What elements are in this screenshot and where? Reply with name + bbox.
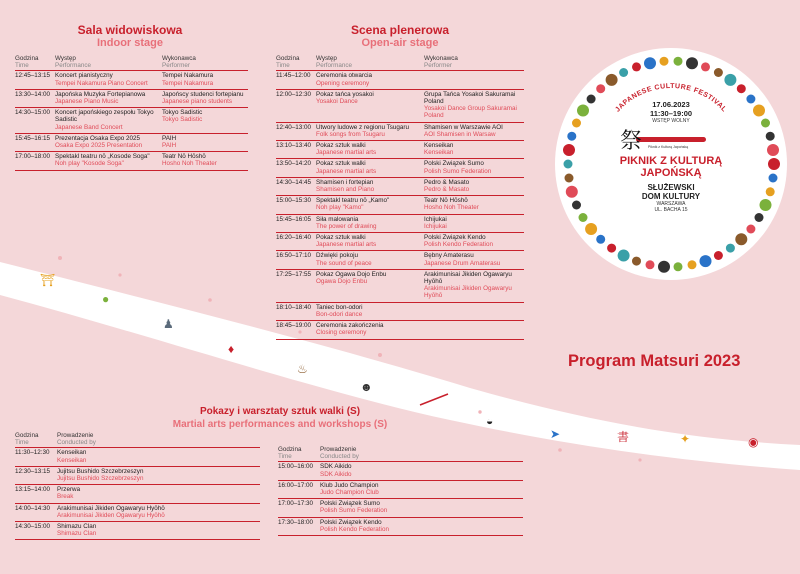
conducted-en: Arakimunisai Jikiden Ogawaryu Hyōhō <box>57 511 165 519</box>
header-performer: Wykonawca Performer <box>424 55 524 71</box>
performance-cell <box>55 71 162 89</box>
table-row <box>276 251 524 269</box>
performer-cell <box>424 159 524 177</box>
conducted-en: Polish Sumo Federation <box>320 507 388 515</box>
indoor-stage-table <box>15 55 248 171</box>
badge-title-1: PIKNIK Z KULTURĄ <box>619 155 723 167</box>
performance-cell-pl: Pokaz tańca yosakoi <box>316 90 374 98</box>
time-cell: 17:00–18:00 <box>15 152 55 170</box>
table-row <box>276 71 524 89</box>
ring-motif-icon <box>686 57 698 69</box>
performer-cell-pl: Teatr Nō Hōshō <box>162 153 206 161</box>
conducted-cell <box>320 480 523 498</box>
performance-cell-pl: Utwory ludowe z regionu Tsugaru <box>316 123 409 131</box>
time-cell: 14:30–15:00 <box>15 108 55 134</box>
open-air-title-en: Open-air stage <box>361 37 439 49</box>
conducted-en: Jujitsu Bushido Szczebrzeszyn <box>57 475 144 483</box>
ring-motif-icon <box>607 244 616 253</box>
conducted-en: Break <box>57 493 74 501</box>
performer-cell-en: Pedro & Masato <box>424 186 470 194</box>
conducted-pl: Shimazu Clan <box>57 523 97 531</box>
time-cell: 16:50–17:10 <box>276 251 316 269</box>
performance-cell <box>316 233 424 251</box>
performer-cell-en: Tokyo Sadistic <box>162 116 203 124</box>
table-row <box>15 503 260 521</box>
ring-motif-icon <box>565 174 574 183</box>
performance-cell-en: Japanese Piano Music <box>55 98 119 106</box>
time-cell: 13:50–14:20 <box>276 159 316 177</box>
ring-motif-icon <box>714 68 723 77</box>
table-row <box>15 152 248 170</box>
ring-motif-icon <box>724 74 736 86</box>
performer-cell-pl: Bębny Amaterasu <box>424 252 474 260</box>
indoor-header-row <box>15 55 248 71</box>
ring-motif-icon <box>714 251 723 260</box>
conducted-pl: Polski Związek Kendo <box>320 518 382 526</box>
conducted-cell <box>57 466 260 484</box>
paper-lantern-icon: ◉ <box>748 435 759 449</box>
performance-cell-en: Tempei Nakamura Piano Concert <box>55 79 148 87</box>
time-cell: 17:00–17:30 <box>278 499 320 517</box>
time-cell: 18:10–18:40 <box>276 302 316 320</box>
table-row <box>276 214 524 232</box>
performer-cell <box>424 321 524 339</box>
ring-motif-icon <box>746 225 755 234</box>
badge-venue-2: DOM KULTURY <box>641 192 701 201</box>
ring-motif-icon <box>768 158 780 170</box>
performer-cell <box>162 71 248 89</box>
performance-cell-en: Japanese martial arts <box>316 149 377 157</box>
kanji-matsuri-icon: 祭 <box>620 129 643 154</box>
performance-cell-pl: Prezentacja Osaka Expo 2025 <box>55 134 141 142</box>
ring-motif-icon <box>726 244 735 253</box>
time-cell: 16:00–17:00 <box>278 480 320 498</box>
martial-title-pl: Pokazy i warsztaty sztuk walki (S) <box>199 406 361 417</box>
conducted-cell <box>57 485 260 503</box>
performer-cell-en: AOI Shamisen in Warsaw <box>424 130 496 138</box>
buddha-icon: ♟ <box>163 317 174 331</box>
header-performance: Występ Performance <box>316 55 424 71</box>
time-cell: 14:00–14:30 <box>15 503 57 521</box>
ring-motif-icon <box>674 57 683 66</box>
time-cell: 12:30–13:15 <box>15 466 57 484</box>
ring-motif-icon <box>674 262 683 271</box>
lantern-icon: ♦ <box>228 342 235 356</box>
time-cell: 13:30–14:00 <box>15 89 55 107</box>
performance-cell <box>316 214 424 232</box>
ring-motif-icon <box>577 105 589 117</box>
time-cell: 14:30–15:00 <box>15 522 57 540</box>
performance-cell <box>316 71 424 89</box>
time-cell: 11:30–12:30 <box>15 448 57 466</box>
performer-cell <box>424 196 524 214</box>
koinobori-icon: ➤ <box>550 427 561 441</box>
time-cell: 15:45–16:05 <box>276 214 316 232</box>
performer-cell-pl: Tokyo Sadistic <box>162 109 203 117</box>
ring-motif-icon <box>566 186 578 198</box>
ring-motif-icon <box>658 261 670 273</box>
performer-cell-en: Japanese piano students <box>162 98 233 106</box>
ring-motif-icon <box>619 68 628 77</box>
performer-cell <box>424 233 524 251</box>
ring-motif-icon <box>587 95 596 104</box>
martial-arts-table-right <box>278 446 523 536</box>
ring-motif-icon <box>766 132 775 141</box>
performance-cell-pl: Pokaz sztuk walki <box>316 160 366 168</box>
performance-cell <box>316 321 424 339</box>
performer-cell-pl: Arakimunisai Jikiden Ogawaryu Hyōhō <box>424 270 512 286</box>
performance-cell-pl: Pokaz sztuk walki <box>316 142 366 150</box>
performance-cell <box>316 89 424 122</box>
time-cell: 17:25–17:55 <box>276 269 316 302</box>
martial-title-en: Martial arts performances and workshops (S) <box>172 419 388 430</box>
header-conducted: Prowadzenie Conducted by <box>320 446 523 462</box>
performance-cell <box>55 152 162 170</box>
time-cell: 16:20–16:40 <box>276 233 316 251</box>
martial-right-header-row <box>278 446 523 462</box>
performer-cell-pl: PAIH <box>162 134 177 142</box>
performer-cell-en: Yosakoi Dance Group Sakuramai Poland <box>424 105 517 120</box>
conducted-en: Shimazu Clan <box>57 530 97 538</box>
conducted-cell <box>57 503 260 521</box>
performer-cell <box>424 302 524 320</box>
header-performer: Wykonawca Performer <box>162 55 248 71</box>
time-cell: 12:40–13:00 <box>276 122 316 140</box>
indoor-title-en: Indoor stage <box>96 37 163 49</box>
ring-motif-icon <box>606 74 618 86</box>
performer-cell <box>424 89 524 122</box>
performer-cell-en: Arakimunisai Jikiden Ogawaryu Hyōhō <box>424 285 512 300</box>
time-cell: 15:45–16:15 <box>15 133 55 151</box>
header-time: Godzina Time <box>15 55 55 71</box>
table-row <box>15 466 260 484</box>
table-row <box>276 321 524 339</box>
performance-cell-pl: Pokaz sztuk walki <box>316 234 366 242</box>
ring-motif-icon <box>632 257 641 266</box>
performer-cell-en: Hosho Noh Theater <box>162 160 217 168</box>
performance-cell <box>316 269 424 302</box>
ring-motif-icon <box>701 62 710 71</box>
performance-cell <box>316 159 424 177</box>
performance-cell-en: Noh play "Kamo" <box>316 204 364 212</box>
performance-cell-en: The power of drawing <box>316 222 377 230</box>
table-row <box>276 141 524 159</box>
performer-cell <box>424 214 524 232</box>
performance-cell-en: Osaka Expo 2025 Presentation <box>55 142 143 150</box>
table-row <box>276 159 524 177</box>
performer-cell <box>424 269 524 302</box>
table-row <box>276 302 524 320</box>
conducted-en: Polish Kendo Federation <box>320 525 389 533</box>
performer-cell-pl: Kenseikan <box>424 142 454 150</box>
time-cell: 13:15–14:00 <box>15 485 57 503</box>
performer-cell-en: Kenseikan <box>424 149 454 157</box>
performer-cell-en: Japanese Drum Amaterasu <box>424 259 501 267</box>
logo-caption: Piknik z Kulturą Japońską <box>648 145 689 149</box>
ring-motif-icon <box>596 235 605 244</box>
ring-motif-icon <box>700 255 712 267</box>
ring-motif-icon <box>760 199 772 211</box>
ring-motif-icon <box>767 144 779 156</box>
ring-motif-icon <box>567 132 576 141</box>
table-row <box>276 122 524 140</box>
ring-motif-icon <box>585 223 597 235</box>
badge-venue-1: SŁUŻEWSKI <box>647 183 695 192</box>
indoor-title-pl: Sala widowiskowa <box>77 23 183 37</box>
ring-motif-icon <box>761 119 770 128</box>
performance-cell-en: Noh play "Kosode Soga" <box>55 160 124 168</box>
performance-cell-en: Japanese martial arts <box>316 167 377 175</box>
time-cell: 13:10–13:40 <box>276 141 316 159</box>
performance-cell-pl: Pokaz Ogawa Dojo Enbu <box>316 270 387 278</box>
performance-cell-en: The sound of peace <box>316 259 372 267</box>
ring-motif-icon <box>618 250 630 262</box>
badge-arc-text: JAPANESE CULTURE FESTIVAL <box>614 82 728 114</box>
conducted-cell <box>320 462 523 480</box>
performer-cell-pl: Shamisen w Warszawie AOI <box>424 123 503 131</box>
table-row <box>278 480 523 498</box>
open-air-header-row <box>276 55 524 71</box>
ring-motif-icon <box>579 213 588 222</box>
ring-motif-icon <box>572 119 581 128</box>
open-air-title-pl: Scena plenerowa <box>350 23 450 37</box>
performance-cell-en: Bon-odori dance <box>316 310 363 318</box>
performer-cell-pl: Ichijukai <box>424 215 447 223</box>
conducted-cell <box>57 448 260 466</box>
performer-cell <box>424 122 524 140</box>
conducted-pl: SDK Aikido <box>320 463 352 471</box>
performer-cell-en: Polish Kendo Federation <box>424 241 493 249</box>
conducted-en: SDK Aikido <box>320 470 352 478</box>
performance-cell <box>316 141 424 159</box>
program-title: Program Matsuri 2023 <box>568 352 741 370</box>
conducted-pl: Jujitsu Bushido Szczebrzeszyn <box>57 467 144 475</box>
performance-cell <box>55 108 162 134</box>
performer-cell <box>424 141 524 159</box>
ring-motif-icon <box>746 95 755 104</box>
performer-cell-pl: Polski Związek Sumo <box>424 160 484 168</box>
conducted-pl: Kenseikan <box>57 449 87 457</box>
performance-cell-en: Closing ceremony <box>316 329 367 337</box>
badge-content <box>598 100 744 213</box>
time-cell: 17:30–18:00 <box>278 517 320 535</box>
table-row <box>15 108 248 134</box>
ring-motif-icon <box>660 57 669 66</box>
header-time: Godzina Time <box>276 55 316 71</box>
badge-hours: 11:30–19:00 <box>649 109 693 118</box>
badge-title-2: JAPOŃSKĄ <box>640 167 702 179</box>
table-row <box>15 89 248 107</box>
performer-cell-en: Hosho Noh Theater <box>424 204 479 212</box>
performance-cell-en: Japanese Band Concert <box>55 123 123 131</box>
ring-motif-icon <box>735 233 747 245</box>
conducted-pl: Klub Judo Champion <box>320 481 379 489</box>
table-row <box>15 71 248 89</box>
performer-cell <box>162 152 248 170</box>
ring-motif-icon <box>646 260 655 269</box>
martial-arts-title <box>150 405 410 431</box>
badge-date: 17.06.2023 <box>652 100 690 109</box>
performer-cell <box>162 89 248 107</box>
open-air-stage-title <box>310 24 490 50</box>
ring-motif-icon <box>596 84 605 93</box>
performer-cell-en: Ichijukai <box>424 222 447 230</box>
performance-cell <box>55 89 162 107</box>
table-row <box>278 462 523 480</box>
performance-cell-en: Japanese martial arts <box>316 241 377 249</box>
performance-cell <box>316 302 424 320</box>
performer-cell <box>424 177 524 195</box>
performance-cell <box>316 122 424 140</box>
ginkgo-leaf-icon: ● <box>102 292 110 306</box>
time-cell: 12:00–12:30 <box>276 89 316 122</box>
performer-cell-pl: Japońscy studenci fortepianu <box>162 90 244 98</box>
table-row <box>15 133 248 151</box>
time-cell: 11:45–12:00 <box>276 71 316 89</box>
performance-cell-pl: Dźwięki pokoju <box>316 252 358 260</box>
martial-left-header-row <box>15 432 260 448</box>
performance-cell-en: Folk songs from Tsugaru <box>316 130 385 138</box>
header-conducted: Prowadzenie Conducted by <box>57 432 260 448</box>
ring-motif-icon <box>572 201 581 210</box>
performance-cell-pl: Ceremonia zakończenia <box>316 322 384 330</box>
performer-cell <box>424 251 524 269</box>
performer-cell-pl: Tempei Nakamura <box>162 72 214 80</box>
table-row <box>15 522 260 540</box>
kokeshi-doll-icon: ☻ <box>360 380 373 394</box>
ring-motif-icon <box>632 62 641 71</box>
performance-cell <box>316 177 424 195</box>
performance-cell-pl: Spektakl teatru nō „Kamo" <box>316 197 390 205</box>
ring-motif-icon <box>688 260 697 269</box>
table-row <box>278 499 523 517</box>
conducted-pl: Arakimunisai Jikiden Ogawaryu Hyōhō <box>57 504 165 512</box>
header-time: Godzina Time <box>278 446 320 462</box>
table-row <box>15 485 260 503</box>
table-row <box>276 89 524 122</box>
indoor-stage-title <box>40 24 220 50</box>
ring-motif-icon <box>769 174 778 183</box>
table-row <box>276 233 524 251</box>
header-time: Godzina Time <box>15 432 57 448</box>
performance-cell-pl: Koncert japońskiego zespołu Tokyo Sadistic <box>55 109 154 124</box>
table-row <box>278 517 523 535</box>
ring-motif-icon <box>563 144 575 156</box>
ring-motif-icon <box>564 160 573 169</box>
performance-cell-pl: Siła malowania <box>316 215 359 223</box>
ring-motif-icon <box>644 57 656 69</box>
conducted-cell <box>320 499 523 517</box>
open-air-stage-table <box>276 55 524 340</box>
performer-cell-en: PAIH <box>162 142 177 150</box>
performance-cell <box>316 251 424 269</box>
ring-motif-icon <box>766 187 775 196</box>
badge-street: UL. BACHA 15 <box>654 207 688 213</box>
performance-cell-pl: Spektakl teatru nō „Kosode Soga" <box>55 153 150 161</box>
fan-icon: ◒ <box>486 414 494 428</box>
performer-cell-pl: Polski Związek Kendo <box>424 234 486 242</box>
performance-cell-pl: Koncert pianistyczny <box>55 72 113 80</box>
table-row <box>276 177 524 195</box>
time-cell: 14:30–14:45 <box>276 177 316 195</box>
performance-cell-pl: Japońska Muzyka Fortepianowa <box>55 90 146 98</box>
origami-crane-icon: ✦ <box>680 432 691 446</box>
ring-motif-icon <box>755 213 764 222</box>
conducted-cell <box>57 522 260 540</box>
performance-cell <box>316 196 424 214</box>
time-cell: 15:00–15:30 <box>276 196 316 214</box>
header-performance: Występ Performance <box>55 55 162 71</box>
conducted-cell <box>320 517 523 535</box>
badge-entry: WSTĘP WOLNY <box>652 118 690 124</box>
performance-cell-en: Shamisen and Piano <box>316 186 375 194</box>
badge-city: WARSZAWA <box>656 201 686 207</box>
table-row <box>276 269 524 302</box>
table-row <box>276 196 524 214</box>
performer-cell <box>162 133 248 151</box>
table-row <box>15 448 260 466</box>
performer-cell-en: Tempei Nakamura <box>162 79 214 87</box>
conducted-en: Kenseikan <box>57 456 87 464</box>
performer-cell <box>162 108 248 134</box>
time-cell: 12:45–13:15 <box>15 71 55 89</box>
ring-motif-icon <box>753 105 765 117</box>
teapot-icon: ♨ <box>297 362 308 376</box>
performer-cell-en: Polish Sumo Federation <box>424 167 492 175</box>
ring-motif-icon <box>737 84 746 93</box>
time-cell: 15:00–16:00 <box>278 462 320 480</box>
logo-brush <box>598 126 744 152</box>
calligraphy-icon: 書 <box>617 430 630 444</box>
performance-cell-en: Opening ceremony <box>316 79 370 87</box>
conducted-pl: Polski Związek Sumo <box>320 500 380 508</box>
performance-cell-pl: Ceremonia otwarcia <box>316 72 372 80</box>
martial-arts-table-left <box>15 432 260 540</box>
performer-cell-pl: Pedro & Masato <box>424 178 470 186</box>
time-cell: 18:45–19:00 <box>276 321 316 339</box>
performance-cell-pl: Taniec bon-odori <box>316 303 363 311</box>
performance-cell <box>55 133 162 151</box>
performance-cell-en: Yosakoi Dance <box>316 98 358 106</box>
pagoda-icon: ⛩ <box>40 273 56 287</box>
performer-cell <box>424 71 524 89</box>
performance-cell-en: Ogawa Dojo Enbu <box>316 278 368 286</box>
performer-cell-pl: Teatr Nō Hōshō <box>424 197 468 205</box>
conducted-pl: Przerwa <box>57 486 81 494</box>
performance-cell-pl: Shamisen i fortepian <box>316 178 374 186</box>
performer-cell-pl: Grupa Tańca Yosakoi Sakuramai Poland <box>424 90 516 106</box>
conducted-en: Judo Champion Club <box>320 489 379 497</box>
